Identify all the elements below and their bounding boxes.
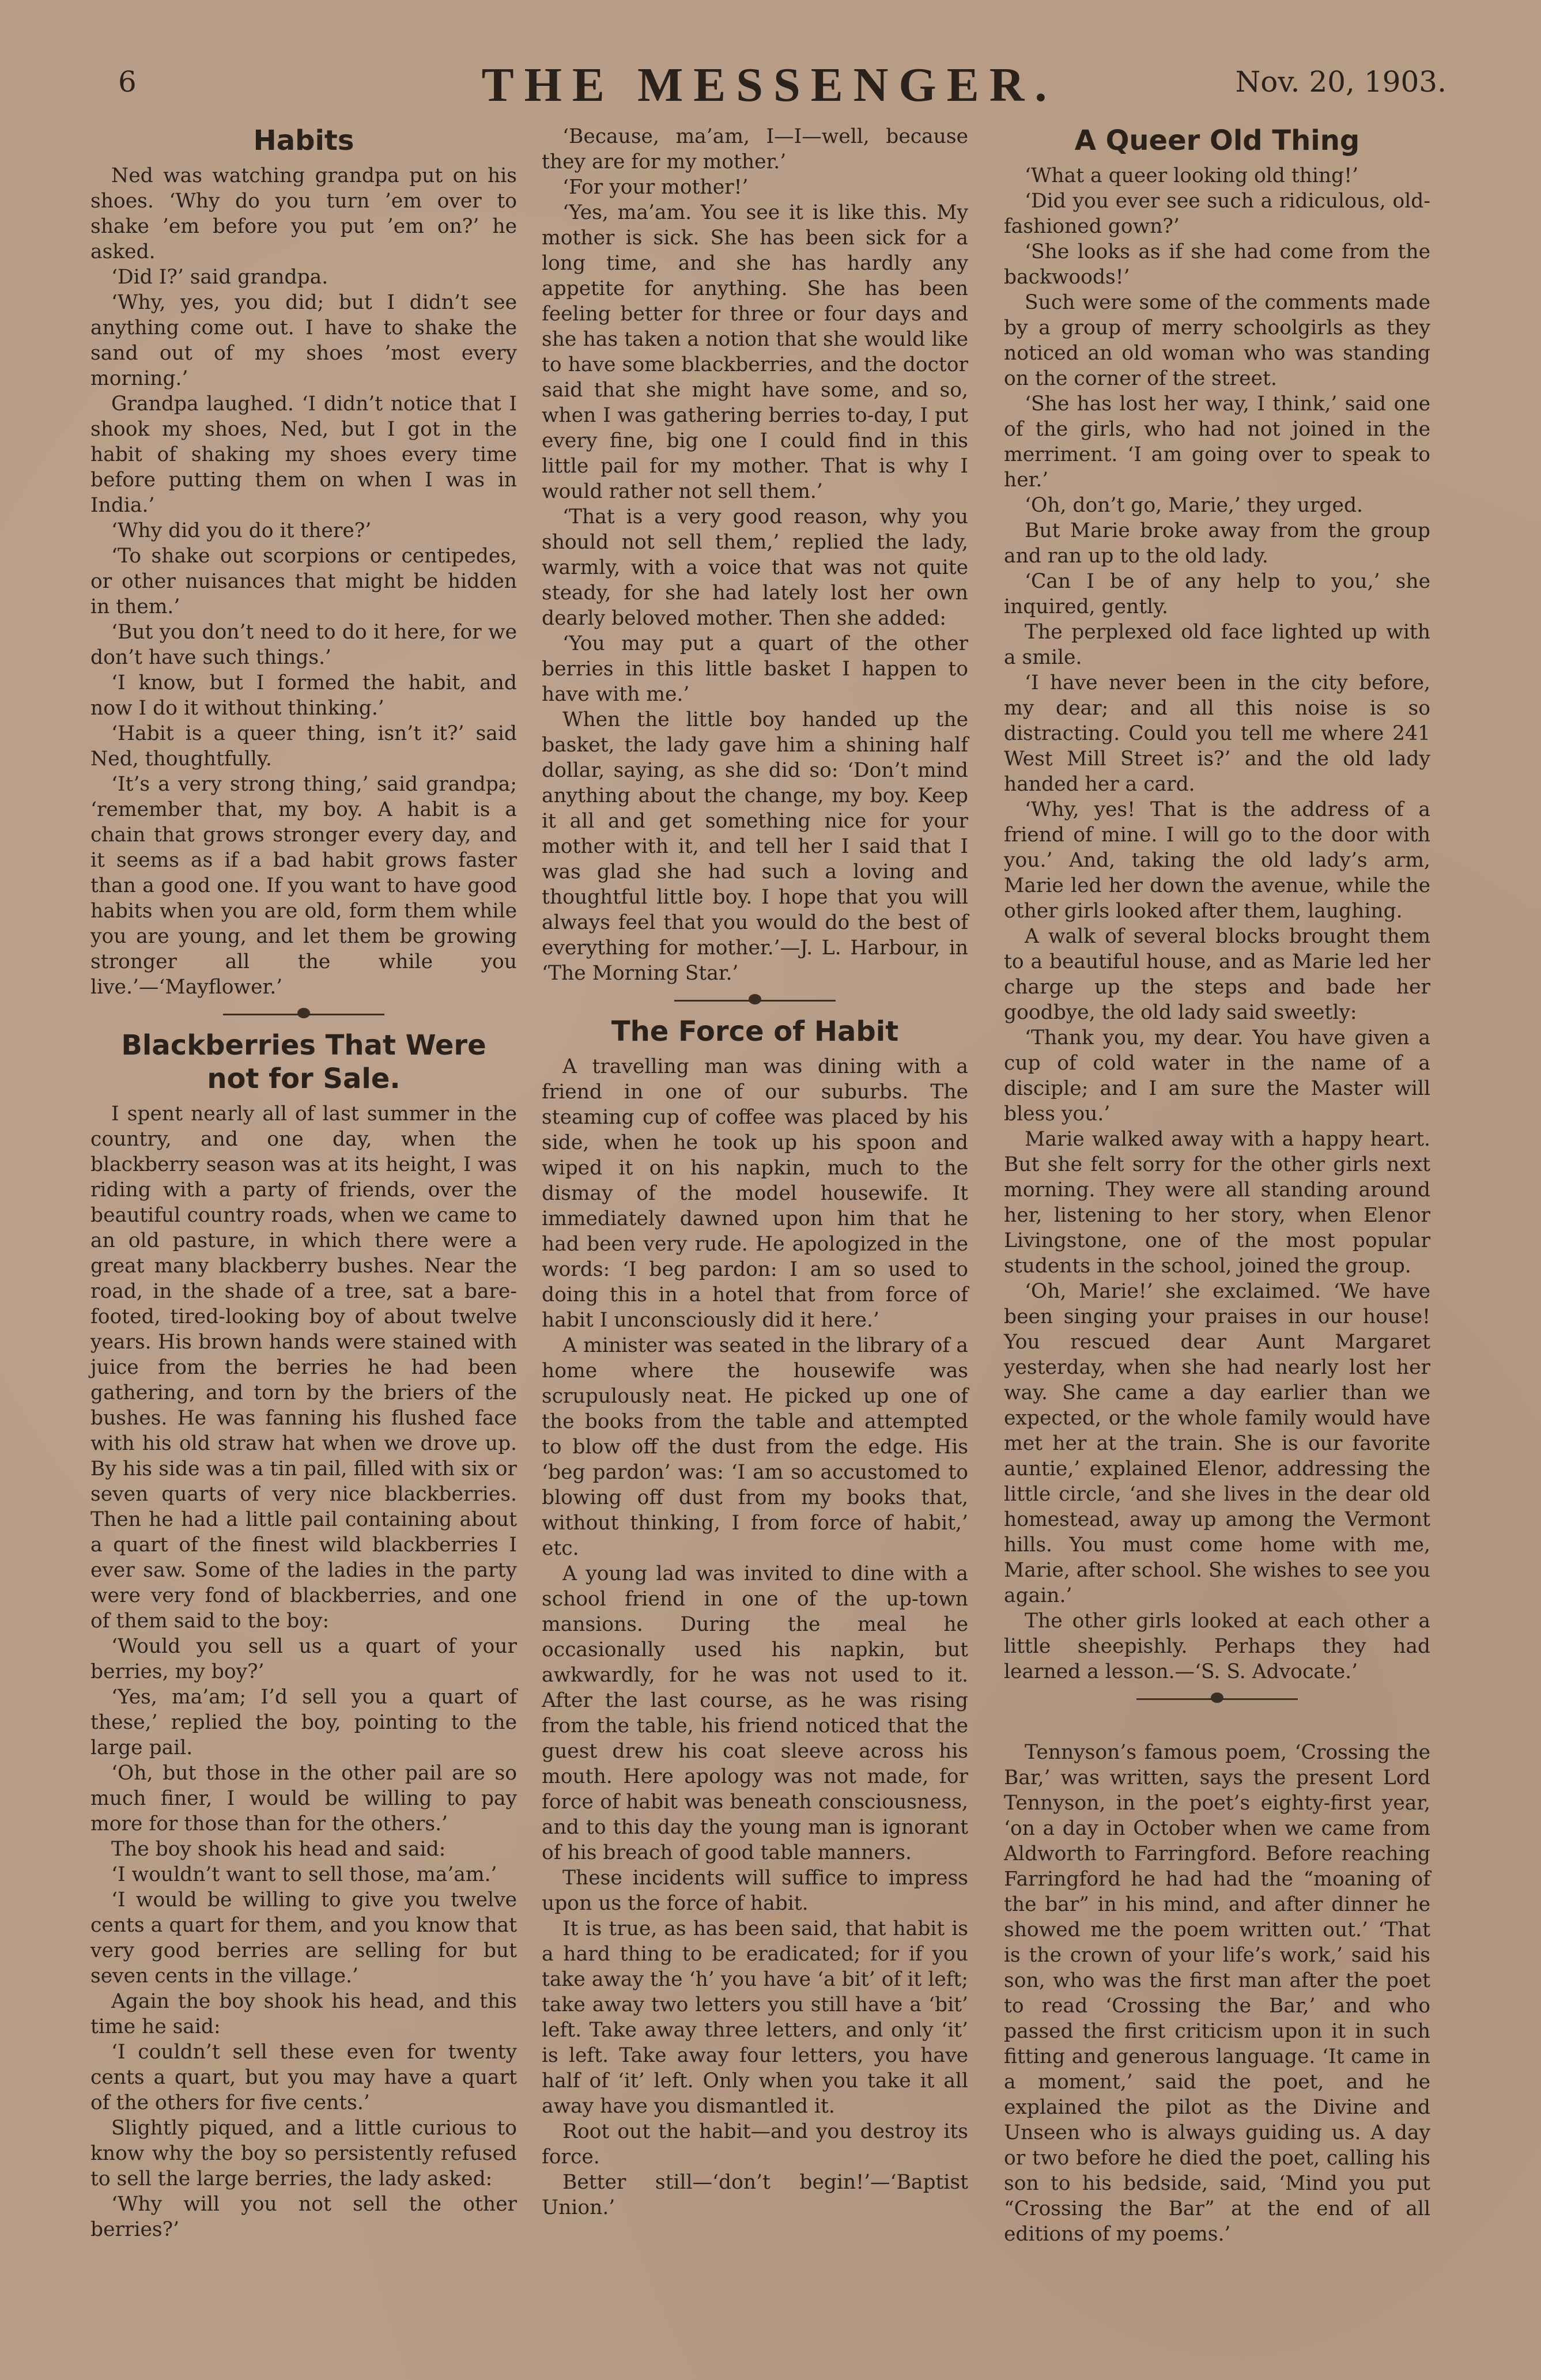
- article-heading-blackberries: Blackberries That Were not for Sale.: [121, 1029, 486, 1095]
- article-paragraph: I spent nearly all of last summer in the country, and one day, when the blackberry season was at its height, I was riding with a party of friends, over the beautiful country roads, when we came to an old pasture, in which there were a great many blackberry bushes. Near the road, in the shade of a tree, sat a bare-footed, tired-looking boy of about twelve years. His brown hands were stained with juice from the berries he had been gathering, and torn by the briers of the bushes. He was fanning his flushed face with his old straw hat when we drove up. By his side was a tin pail, filled with six or seven quarts of very nice blackberries. Then he had a little pail containing about a quart of the finest wild blackberries I ever saw. Some of the ladies in the party were very fond of blackberries, and one of them said to the boy:: [90, 1102, 517, 1633]
- article-paragraph: ‘Oh, Marie!’ she exclaimed. ‘We have been singing your praises in our house! You rescued dear Aunt Margaret yesterday, when she had nearly lost her way. She came a day earlier than we expected, or the whole family would have met her at the train. She is our favorite auntie,’ explained Elenor, addressing the little circle, ‘and she lives in the dear old homestead, away up among the Vermont hills. You must come home with me, Marie, after school. She wishes to see you again.’: [1004, 1280, 1430, 1607]
- article-paragraph: Marie walked away with a happy heart. But she felt sorry for the other girls next morning. They were all standing around her, listening to her story, when Elenor Livingstone, one of the most popular students in the school, joined the group.: [1004, 1128, 1430, 1278]
- article-paragraph: ‘Did I?’ said grandpa.: [111, 266, 328, 289]
- article-paragraph: It is true, as has been said, that habit is a hard thing to be eradicated; for if you take away the ‘h’ you have ‘a bit’ of it left; take away two letters you still have a ‘bit’ left. Take away three letters, and only ‘it’ is left. Take away four letters, you have half of ‘it’ left. Only when you take it all away have you dismantled it.: [542, 1917, 968, 2118]
- article-paragraph: ‘She looks as if she had come from the backwoods!’: [1004, 240, 1430, 289]
- article-paragraph: ‘Thank you, my dear. You have given a cup of cold water in the name of a disciple; and I am sure the Master will bless you.’: [1004, 1026, 1430, 1125]
- article-paragraph: Root out the habit—and you destroy its force.: [542, 2120, 968, 2169]
- article-paragraph: ‘Would you sell us a quart of your berries, my boy?’: [90, 1635, 517, 1683]
- article-paragraph: ‘I have never been in the city before, my dear; and all this noise is so distracting. Could you tell me where 241 West Mill Street is?’ and the old lady handed her a card.: [1004, 671, 1430, 796]
- article-paragraph: Better still—‘don’t begin!’—‘Baptist Union.’: [542, 2171, 968, 2219]
- section-divider: [1004, 1688, 1430, 1710]
- article-paragraph: ‘Because, ma’am, I—I—well, because they are for my mother.’: [542, 125, 968, 173]
- article-paragraph: A young lad was invited to dine with a school friend in one of the up-town mansions. During the meal he occasionally used his napkin, but awkwardly, for he was not used to it. After the last course, as he was rising from the table, his friend noticed that the guest drew his coat sleeve across his mouth. Here apology was not made, for force of habit was beneath consciousness, and to this day the young man is ignorant of his breach of good table manners.: [542, 1562, 968, 1864]
- article-paragraph: A walk of several blocks brought them to a beautiful house, and as Marie led her charge up the steps and bade her goodbye, the old lady said sweetly:: [1004, 925, 1430, 1024]
- column-3: [1004, 124, 1430, 2247]
- article-paragraph: ‘Oh, don’t go, Marie,’ they urged.: [1025, 494, 1364, 517]
- article-paragraph: When the little boy handed up the basket, the lady gave him a shining half dollar, saying, as she did so: ‘Don’t mind anything about the change, my boy. Keep it all and get something nice for your mother with it, and tell her I said that I was glad she had such a loving and thoughtful little boy. I hope that you will always feel that you would do the best of everything for mother.’—J. L. Harbour, in ‘The Morning Star.’: [542, 708, 968, 985]
- issue-date: Nov. 20, 1903.: [1235, 65, 1446, 99]
- column-2: [542, 124, 968, 2220]
- article-paragraph: A minister was seated in the library of a home where the housewife was scrupulously neat. He picked up one of the books from the table and attempted to blow off the dust from the edge. His ‘beg pardon’ was: ‘I am so accustomed to blowing off dust from my books that, without thinking, I from force of habit,’ etc.: [542, 1334, 968, 1560]
- article-paragraph: These incidents will suffice to impress upon us the force of habit.: [542, 1867, 968, 1915]
- article-paragraph: ‘But you don’t need to do it here, for we don’t have such things.’: [90, 621, 517, 669]
- article-paragraph: ‘Habit is a queer thing, isn’t it?’ said Ned, thoughtfully.: [90, 722, 517, 770]
- article-paragraph: Such were some of the comments made by a group of merry schoolgirls as they noticed an old woman who was standing on the corner of the street.: [1004, 291, 1430, 390]
- article-heading-queer-old-thing: A Queer Old Thing: [1074, 124, 1360, 157]
- article-paragraph: ‘I wouldn’t want to sell those, ma’am.’: [111, 1863, 497, 1886]
- article-paragraph: Tennyson’s famous poem, ‘Crossing the Bar,’ was written, says the present Lord Tennyson, in the poet’s eighty-first year, ‘on a day in October when we came from Aldworth to Farringford. Before reaching Farringford he had had the “moaning of the bar” in his mind, and after dinner he showed me the poem written out.’ ‘That is the crown of your life’s work,’ said his son, who was the first man after the poet to read ‘Crossing the Bar,’ and who passed the first criticism upon it in such fitting and generous language. ‘It came in a moment,’ said the poet, and he explained the pilot as the Divine and Unseen who is always guiding us. A day or two before he died the poet, calling his son to his bedside, said, ‘Mind you put “Crossing the Bar” at the end of all editions of my poems.’: [1004, 1741, 1430, 2246]
- article-paragraph: But Marie broke away from the group and ran up to the old lady.: [1004, 519, 1430, 568]
- newspaper-title: THE MESSENGER.: [481, 58, 1057, 112]
- article-paragraph: ‘Did you ever see such a ridiculous, old-fashioned gown?’: [1004, 190, 1430, 238]
- article-paragraph: ‘For your mother!’: [562, 176, 749, 199]
- article-heading-habits: Habits: [253, 124, 354, 157]
- article-paragraph: ‘I know, but I formed the habit, and now I do it without thinking.’: [90, 671, 517, 720]
- masthead: [86, 55, 1452, 112]
- article-paragraph: Ned was watching grandpa put on his shoes. ‘Why do you turn ’em over to shake ’em before you put ’em on?’ he asked.: [90, 164, 517, 263]
- article-paragraph: Slightly piqued, and a little curious to know why the boy so persistently refused to sell the large berries, the lady asked:: [90, 2117, 517, 2190]
- article-paragraph: ‘Yes, ma’am; I’d sell you a quart of these,’ replied the boy, pointing to the large pail.: [90, 1686, 517, 1759]
- article-paragraph: ‘Why, yes, you did; but I didn’t see anything come out. I have to shake the sand out of my shoes ’most every morning.’: [90, 291, 517, 390]
- article-paragraph: ‘Oh, but those in the other pail are so much finer, I would be willing to pay more for those than for the others.’: [90, 1762, 517, 1835]
- article-paragraph: ‘What a queer looking old thing!’: [1025, 164, 1359, 187]
- article-paragraph: ‘She has lost her way, I think,’ said one of the girls, who had not joined in the merriment. ‘I am going over to speak to her.’: [1004, 392, 1430, 492]
- article-paragraph: The perplexed old face lighted up with a smile.: [1004, 621, 1430, 669]
- article-paragraph: ‘Why will you not sell the other berries?’: [90, 2193, 517, 2241]
- article-paragraph: ‘Can I be of any help to you,’ she inquired, gently.: [1004, 570, 1430, 618]
- article-paragraph: ‘I would be willing to give you twelve cents a quart for them, and you know that very good berries are selling for but seven cents in the village.’: [90, 1888, 517, 1988]
- article-paragraph: ‘That is a very good reason, why you should not sell them,’ replied the lady, warmly, with a voice that was not quite steady, for she had lately lost her own dearly beloved mother. Then she added:: [542, 505, 968, 630]
- article-paragraph: Grandpa laughed. ‘I didn’t notice that I shook my shoes, Ned, but I got in the habit of shaking my shoes every time before putting them on when I was in India.’: [90, 392, 517, 517]
- article-paragraph: Again the boy shook his head, and this time he said:: [90, 1990, 517, 2038]
- article-paragraph: A travelling man was dining with a friend in one of our suburbs. The steaming cup of coffee was placed by his side, when he took up his spoon and wiped it on his napkin, much to the dismay of the model housewife. It immediately dawned upon him that he had been very rude. He apologized in the words: ‘I beg pardon: I am so used to doing this in a hotel that from force of habit I unconsciously did it here.’: [542, 1055, 968, 1332]
- article-paragraph: ‘To shake out scorpions or centipedes, or other nuisances that might be hidden in them.’: [90, 545, 517, 618]
- section-divider: [542, 989, 968, 1011]
- article-paragraph: The boy shook his head and said:: [111, 1838, 446, 1861]
- article-paragraph: ‘Why did you do it there?’: [111, 519, 372, 542]
- article-paragraph: ‘You may put a quart of the other berries in this little basket I happen to have with me.’: [542, 632, 968, 706]
- article-paragraph: ‘It’s a very strong thing,’ said grandpa; ‘remember that, my boy. A habit is a chain that grows stronger every day, and it seems as if a bad habit grows faster than a good one. If you want to have good habits when you are old, form them while you are young, and let them be growing stronger all the while you live.’—‘Mayflower.’: [90, 773, 517, 999]
- page-number: 6: [118, 65, 137, 99]
- section-divider: [90, 1003, 517, 1025]
- column-1: [90, 124, 517, 2242]
- article-paragraph: ‘Yes, ma’am. You see it is like this. My mother is sick. She has been sick for a long time, and she has hardly any appetite for anything. She has been feeling better for three or four days and she has taken a notion that she would like to have some blackberries, and the doctor said that she might have some, and so, when I was gathering berries to-day, I put every fine, big one I could find in this little pail for my mother. That is why I would rather not sell them.’: [542, 201, 968, 503]
- article-paragraph: ‘Why, yes! That is the address of a friend of mine. I will go to the door with you.’ And, taking the old lady’s arm, Marie led her down the avenue, while the other girls looked after them, laughing.: [1004, 798, 1430, 923]
- article-paragraph: The other girls looked at each other a little sheepishly. Perhaps they had learned a lesson.—‘S. S. Advocate.’: [1004, 1610, 1430, 1683]
- article-paragraph: ‘I couldn’t sell these even for twenty cents a quart, but you may have a quart of the others for five cents.’: [90, 2041, 517, 2114]
- article-heading-force-of-habit: The Force of Habit: [611, 1015, 899, 1048]
